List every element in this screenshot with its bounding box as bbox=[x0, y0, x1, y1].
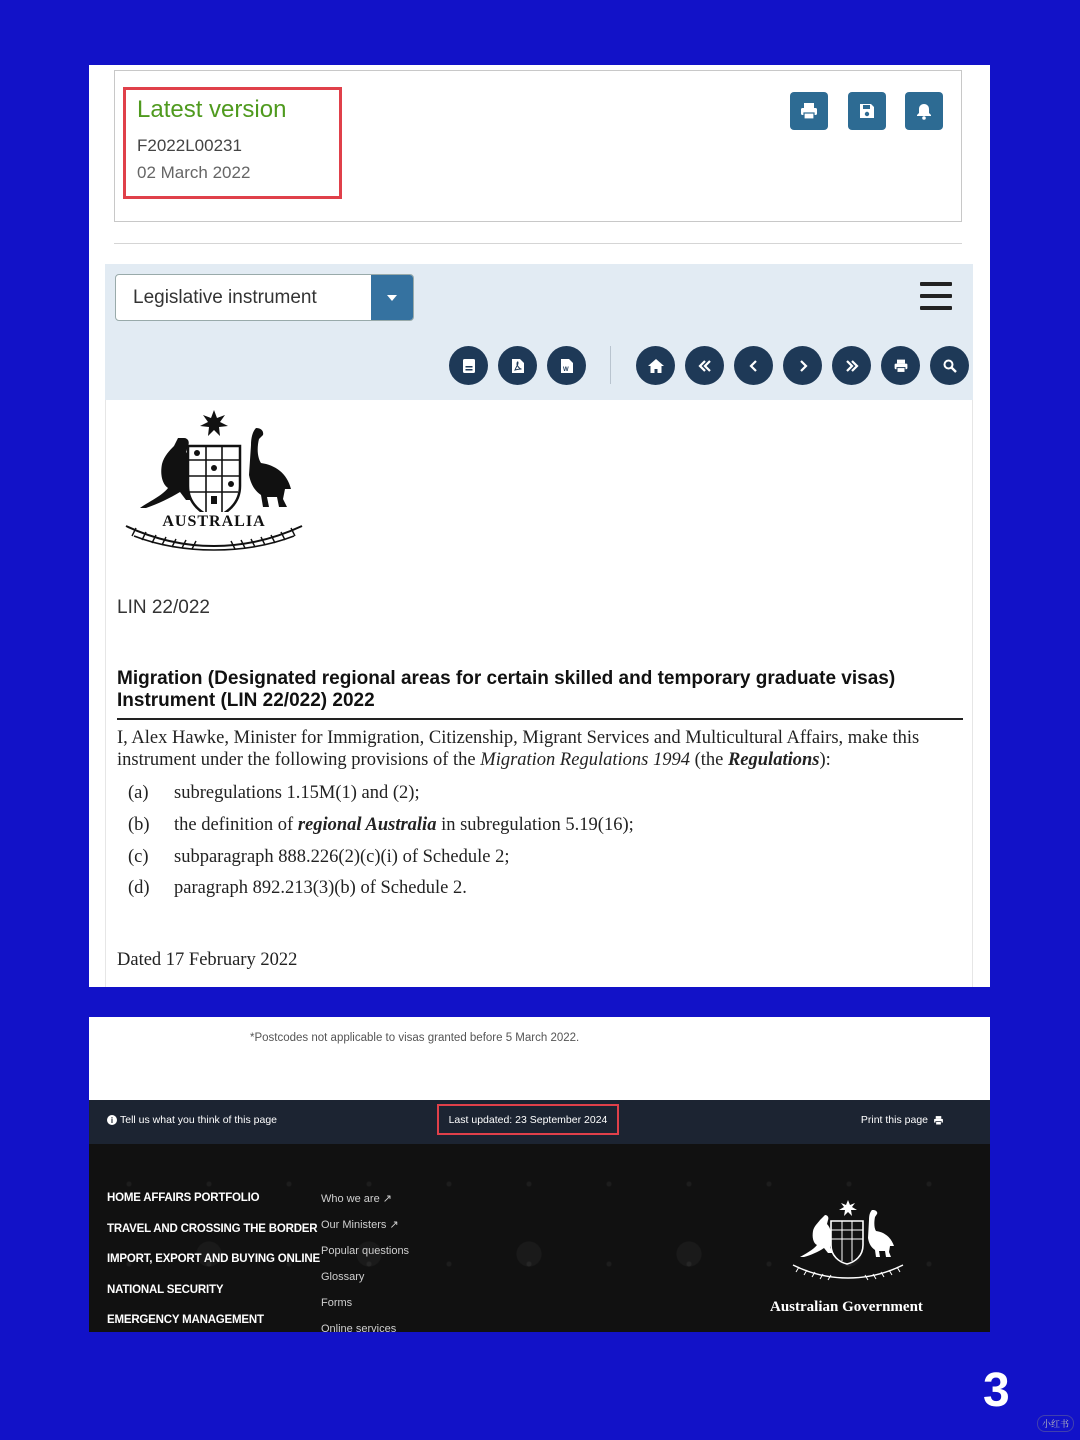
info-links bbox=[321, 1192, 409, 1332]
footer-link-emergency[interactable]: EMERGENCY MANAGEMENT bbox=[107, 1314, 264, 1326]
chevron-left-icon bbox=[749, 360, 759, 372]
provision-item bbox=[128, 783, 420, 804]
dropdown-toggle[interactable] bbox=[371, 275, 413, 320]
regulations-name: Migration Regulations 1994 bbox=[480, 750, 690, 770]
print-button[interactable] bbox=[790, 92, 828, 130]
save-button[interactable] bbox=[848, 92, 886, 130]
first-page-button[interactable] bbox=[685, 346, 724, 385]
instrument-intro bbox=[117, 727, 967, 771]
home-button[interactable] bbox=[636, 346, 675, 385]
footer-link-home-affairs[interactable]: HOME AFFAIRS PORTFOLIO bbox=[107, 1192, 260, 1204]
toolbar-separator bbox=[610, 346, 611, 384]
instrument-code: LIN 22/022 bbox=[117, 597, 210, 618]
floppy-disk-icon bbox=[858, 102, 876, 120]
provision-label: (c) bbox=[128, 847, 149, 867]
footer-link-popular-questions[interactable]: Popular questions bbox=[321, 1244, 410, 1257]
watermark: 小红书 bbox=[1037, 1415, 1074, 1432]
feedback-link[interactable] bbox=[107, 1114, 277, 1126]
document-toolbar bbox=[105, 264, 973, 400]
version-card bbox=[114, 70, 962, 222]
info-icon: i bbox=[107, 1115, 117, 1125]
provision-label: (b) bbox=[128, 815, 150, 835]
instrument-title-line2: Instrument (LIN 22/022) 2022 bbox=[117, 690, 375, 711]
provision-item bbox=[128, 847, 509, 868]
last-updated bbox=[437, 1104, 619, 1135]
next-page-button[interactable] bbox=[783, 346, 822, 385]
footer-link-travel[interactable]: TRAVEL AND CROSSING THE BORDER bbox=[107, 1222, 318, 1235]
double-chevron-left-icon bbox=[698, 360, 712, 372]
footer-link-online-services[interactable]: Online services bbox=[321, 1323, 397, 1332]
provision-label: (a) bbox=[128, 783, 149, 803]
provision-item bbox=[128, 815, 634, 836]
word-file-icon bbox=[560, 358, 574, 374]
last-page-button[interactable] bbox=[832, 346, 871, 385]
regulations-defined-term: Regulations bbox=[727, 750, 820, 770]
last-updated-text: Last updated: 23 September 2024 bbox=[448, 1113, 608, 1126]
print-page-link[interactable] bbox=[861, 1114, 944, 1126]
postcode-note: *Postcodes not applicable to visas granted before 5 March 2022. bbox=[250, 1032, 580, 1044]
provision-text: subparagraph 888.226(2)(c)(i) of Schedule 2; bbox=[174, 847, 510, 867]
page-number: 3 bbox=[983, 1364, 1010, 1417]
svg-text:W: W bbox=[562, 366, 569, 373]
document-icon bbox=[462, 358, 476, 374]
footer-link-forms[interactable]: Forms bbox=[321, 1297, 353, 1310]
search-icon bbox=[943, 359, 957, 373]
previous-page-button[interactable] bbox=[734, 346, 773, 385]
download-word-button[interactable] bbox=[547, 346, 586, 385]
print-page-text: Print this page bbox=[860, 1114, 928, 1126]
notify-button[interactable] bbox=[905, 92, 943, 130]
footer-link-who-we-are[interactable]: Who we are ↗ bbox=[321, 1193, 392, 1205]
hamburger-line bbox=[920, 282, 952, 286]
document-details-button[interactable] bbox=[449, 346, 488, 385]
provision-text: subregulations 1.15M(1) and (2); bbox=[174, 783, 420, 803]
government-crest-icon bbox=[789, 1199, 907, 1281]
intro-text: (the bbox=[689, 750, 728, 770]
instrument-title bbox=[117, 668, 963, 720]
dated-line: Dated 17 February 2022 bbox=[117, 950, 298, 970]
home-icon bbox=[647, 358, 665, 374]
portfolio-links bbox=[107, 1192, 320, 1332]
document-body bbox=[105, 400, 973, 987]
version-title: Latest version bbox=[137, 96, 287, 123]
hamburger-line bbox=[920, 306, 952, 310]
download-pdf-button[interactable] bbox=[498, 346, 537, 385]
website-footer-panel bbox=[89, 1017, 990, 1332]
provision-text: in subregulation 5.19(16); bbox=[436, 815, 634, 835]
chevron-right-icon bbox=[798, 360, 808, 372]
intro-text: I, Alex Hawke, Minister for Immigration, Citizenship, Migrant Services and Multicultural Affairs, make this instrument under the following provisions of the bbox=[117, 728, 920, 770]
australia-coat-of-arms-icon bbox=[116, 408, 311, 558]
provision-item bbox=[128, 878, 467, 899]
hamburger-line bbox=[920, 294, 952, 298]
footer-link-ministers[interactable]: Our Ministers ↗ bbox=[321, 1219, 399, 1232]
provision-text: paragraph 892.213(3)(b) of Schedule 2. bbox=[174, 878, 467, 898]
government-name: Australian Government bbox=[770, 1299, 923, 1315]
printer-icon bbox=[893, 358, 909, 374]
printer-icon bbox=[933, 1115, 944, 1126]
divider bbox=[114, 243, 962, 244]
version-id: F2022L00231 bbox=[137, 136, 242, 155]
version-date: 02 March 2022 bbox=[137, 163, 251, 182]
footer-link-national-security[interactable]: NATIONAL SECURITY bbox=[107, 1283, 224, 1296]
legislation-panel bbox=[89, 65, 990, 987]
printer-icon bbox=[799, 101, 819, 121]
provision-text: the definition of bbox=[174, 815, 298, 835]
document-type-value: Legislative instrument bbox=[133, 287, 317, 308]
pdf-file-icon bbox=[511, 358, 525, 374]
footer-link-import-export[interactable]: IMPORT, EXPORT AND BUYING ONLINE bbox=[107, 1253, 320, 1265]
caret-down-icon bbox=[387, 295, 397, 301]
feedback-text: Tell us what you think of this page bbox=[120, 1114, 278, 1126]
double-chevron-right-icon bbox=[845, 360, 859, 372]
crest-caption: AUSTRALIA bbox=[162, 513, 266, 530]
print-document-button[interactable] bbox=[881, 346, 920, 385]
footer-main bbox=[89, 1144, 990, 1332]
bell-icon bbox=[915, 102, 933, 120]
footer-link-glossary[interactable]: Glossary bbox=[321, 1270, 365, 1283]
defined-term: regional Australia bbox=[297, 815, 437, 835]
intro-text: ): bbox=[819, 750, 831, 770]
footer-utility-bar bbox=[89, 1100, 990, 1144]
search-button[interactable] bbox=[930, 346, 969, 385]
menu-button[interactable] bbox=[920, 282, 952, 310]
instrument-title-line1: Migration (Designated regional areas for certain skilled and temporary graduate visas) bbox=[117, 668, 896, 689]
document-type-select[interactable] bbox=[115, 274, 414, 321]
version-highlight-box bbox=[123, 87, 342, 199]
provision-label: (d) bbox=[128, 878, 150, 898]
